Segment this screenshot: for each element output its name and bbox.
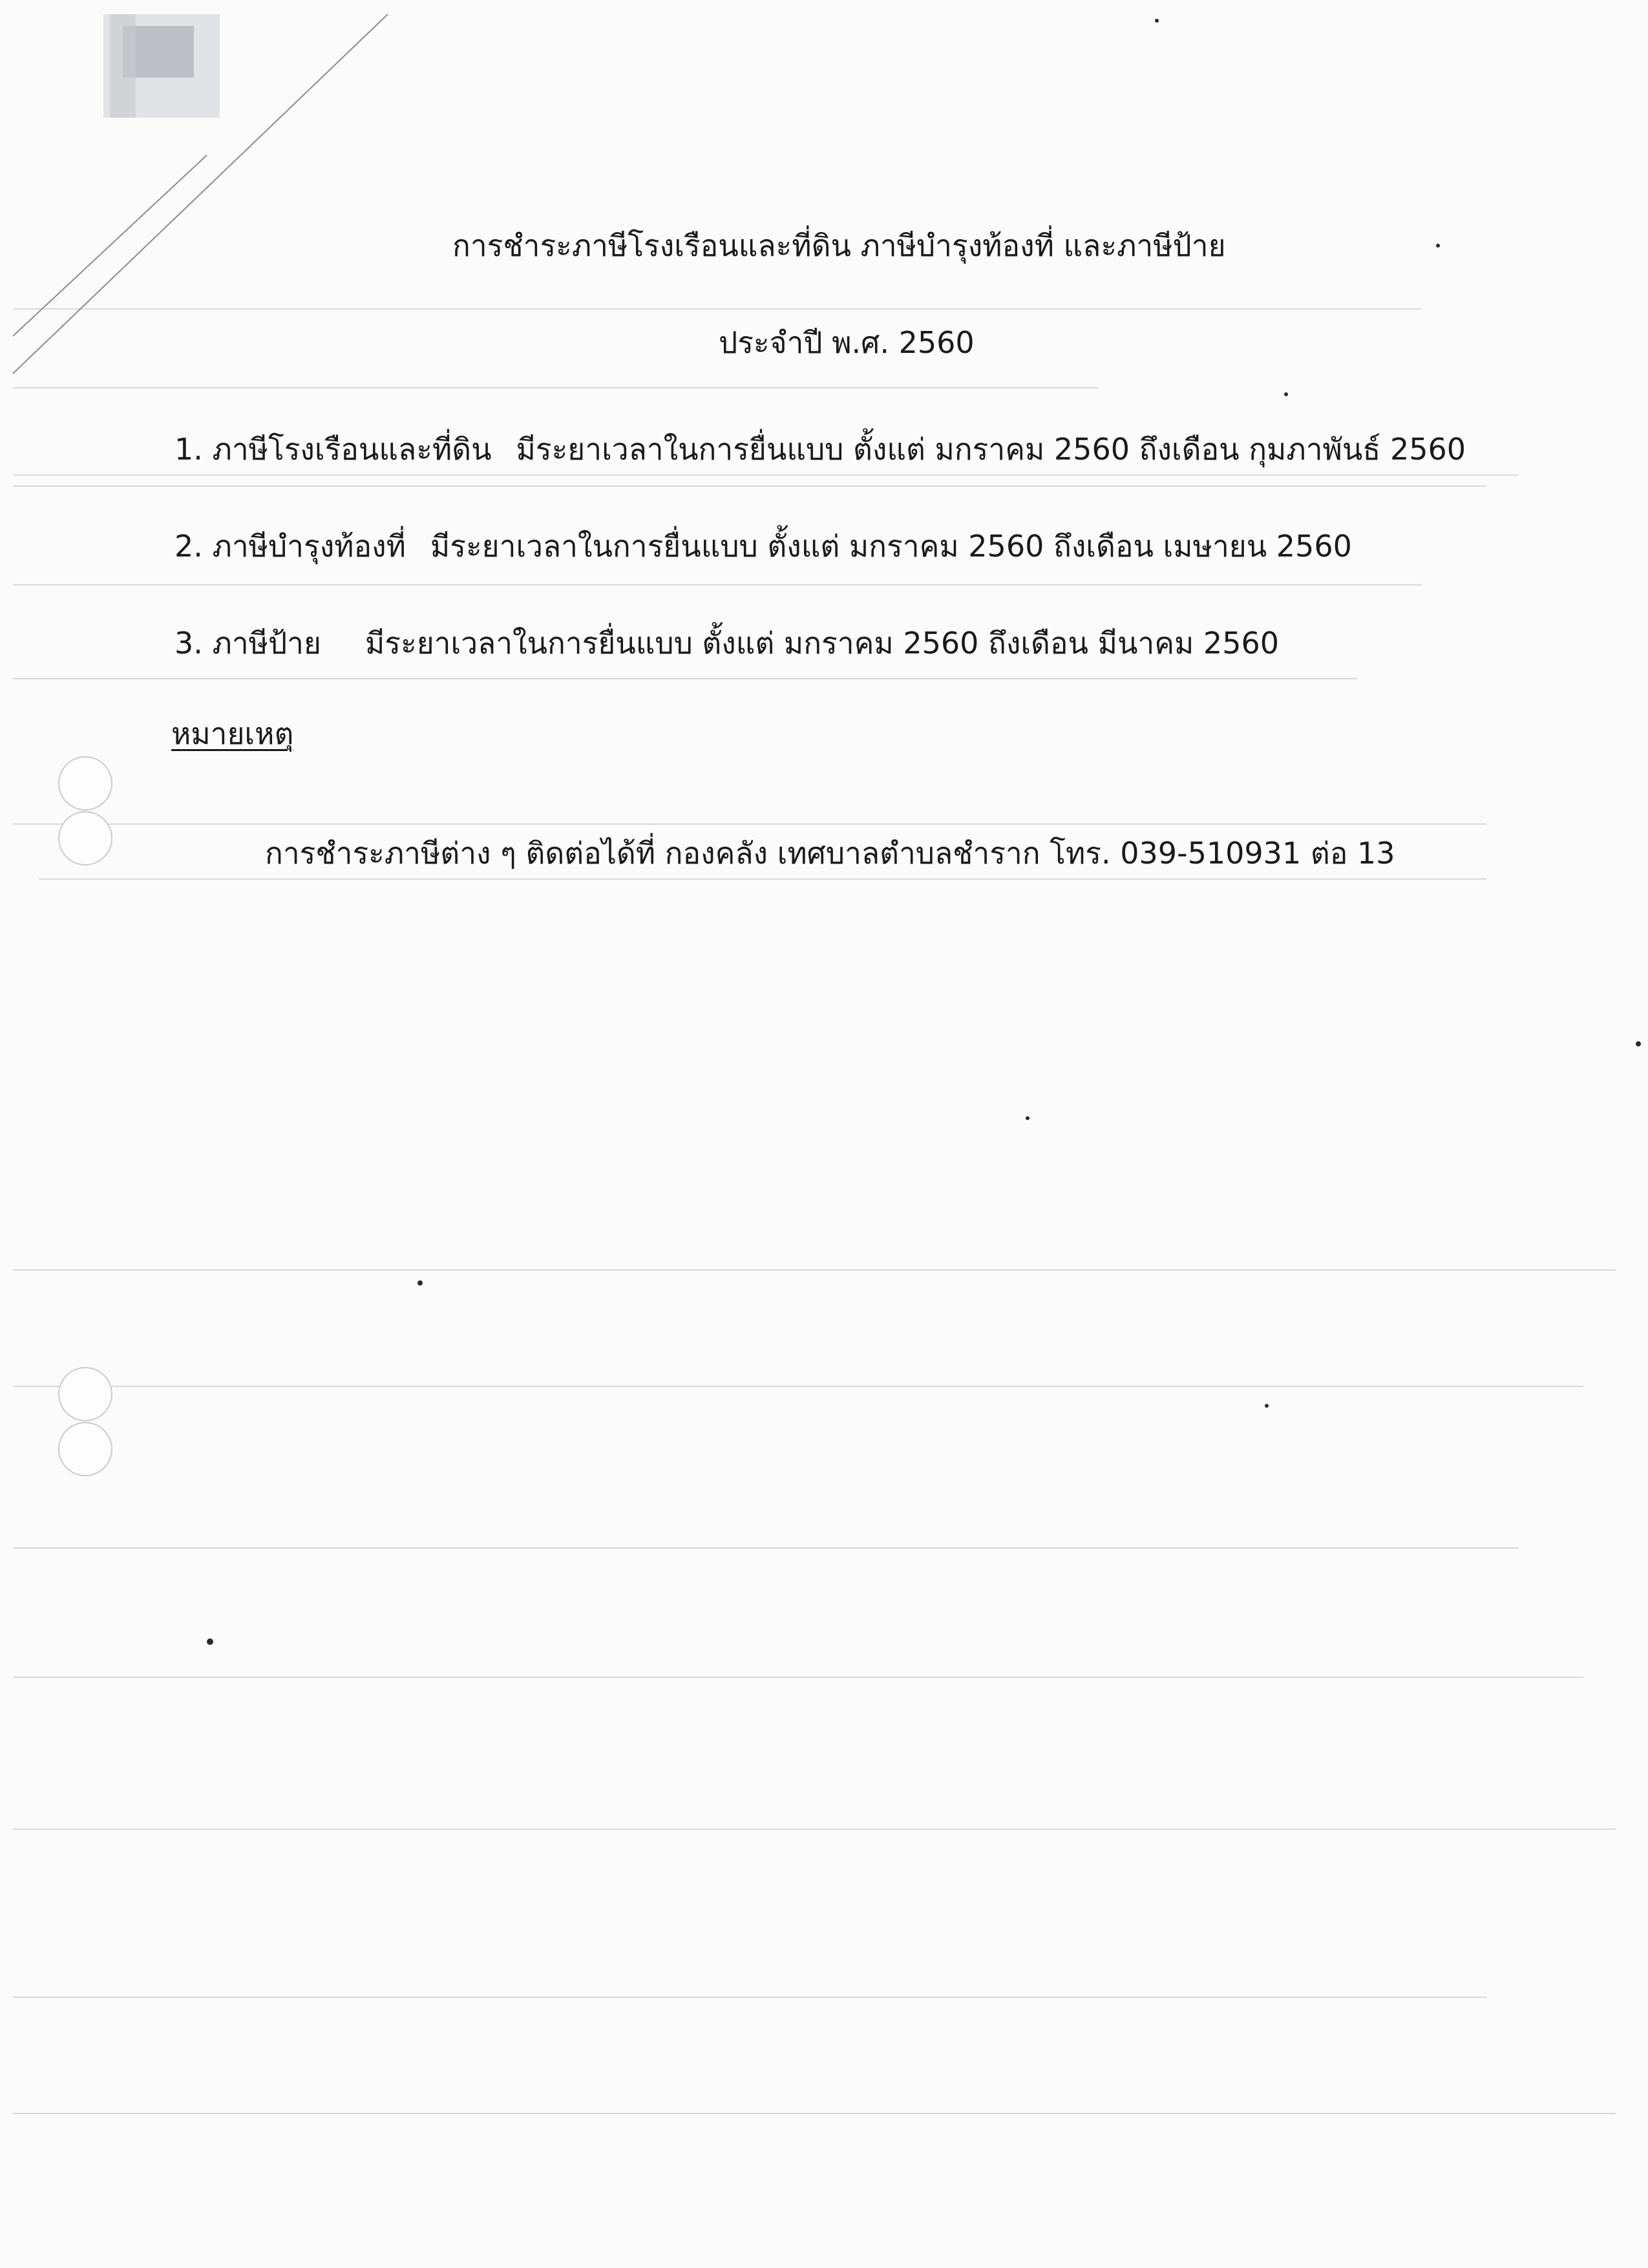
tax-item xyxy=(174,624,1279,662)
punch-hole xyxy=(58,756,112,811)
punch-hole xyxy=(58,1367,112,1421)
punch-hole xyxy=(58,1422,112,1476)
tax-item-text: มีระยาเวลาในการยื่นแบบ ตั้งแต่ มกราคม 2560 ถึงเดือน มีนาคม 2560 xyxy=(364,626,1279,661)
document-subtitle: ประจำปี พ.ศ. 2560 xyxy=(719,325,975,360)
note-text: การชำระภาษีต่าง ๆ ติดต่อได้ที่ กองคลัง เทศบาลตำบลชำราก โทร. 039-510931 ต่อ 13 xyxy=(265,836,1395,871)
tax-item xyxy=(174,430,1466,469)
note-heading: หมายเหตุ xyxy=(171,716,294,751)
tax-item-label: 1. ภาษีโรงเรือนและที่ดิน xyxy=(174,432,492,467)
punch-hole xyxy=(58,811,112,865)
tax-item-label: 3. ภาษีป้าย xyxy=(174,626,321,661)
tax-item-text: มีระยาเวลาในการยื่นแบบ ตั้งแต่ มกราคม 2560 ถึงเดือน เมษายน 2560 xyxy=(430,529,1352,564)
document-title: การชำระภาษีโรงเรือนและที่ดิน ภาษีบำรุงท้องที่ และภาษีป้าย xyxy=(452,228,1226,263)
corner-smudge xyxy=(103,14,220,118)
tax-item xyxy=(174,527,1352,566)
tax-item-text: มีระยาเวลาในการยื่นแบบ ตั้งแต่ มกราคม 2560 ถึงเดือน กุมภาพันธ์ 2560 xyxy=(516,432,1466,467)
tax-item-label: 2. ภาษีบำรุงท้องที่ xyxy=(174,529,406,564)
